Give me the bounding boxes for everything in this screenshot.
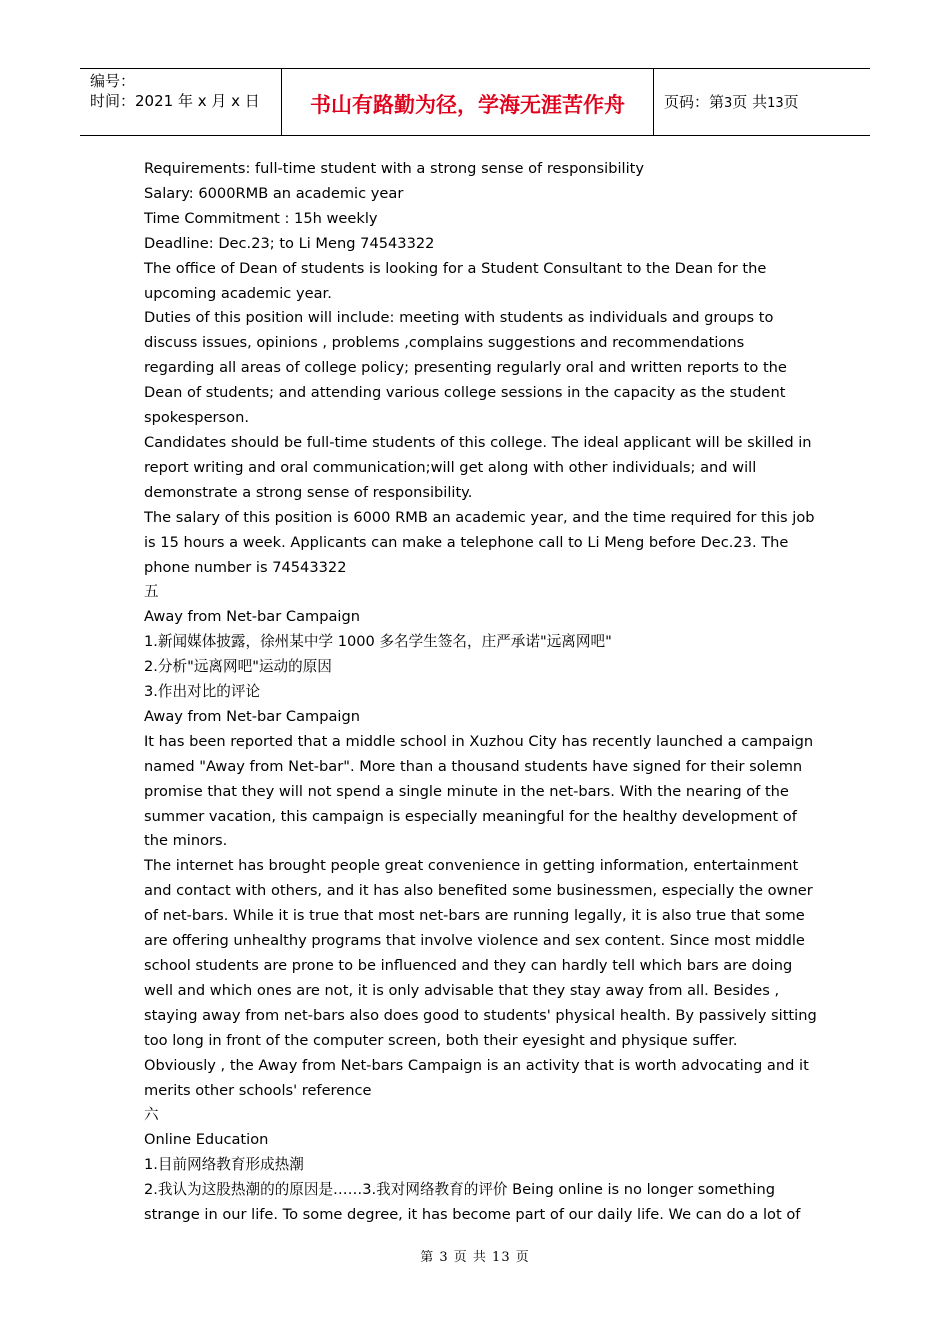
text-line: Requirements: full-time student with a strong sense of responsibility [144, 160, 644, 177]
text-line: upcoming academic year. [144, 284, 332, 302]
section-number: 六 [144, 1106, 159, 1124]
text-line: strange in our life. To some degree, it has become part of our daily life. We can do a lot of [144, 1206, 801, 1224]
text-line: merits other schools' reference [144, 1081, 372, 1099]
text-line: are offering unhealthy programs that involve violence and sex content. Since most middle [144, 932, 805, 950]
text-line: and contact with others, and it has also benefited some businessmen, especially the owner [144, 882, 813, 900]
text-line: regarding all areas of college policy; presenting regularly oral and written reports to the [144, 359, 787, 377]
text-line: summer vacation, this campaign is especially meaningful for the healthy development of [144, 807, 797, 825]
header-motto: 书山有路勤为径，学海无涯苦作舟 [281, 69, 654, 135]
text-line: school students are prone to be influenced and they can hardly tell which bars are doing [144, 957, 793, 974]
text-line: Obviously , the Away from Net-bars Campaign is an activity that is worth advocating and it [144, 1056, 809, 1074]
header-page-indicator [654, 69, 870, 135]
text-line: 2.分析"远离网吧"运动的原因 [144, 658, 332, 676]
page-footer: 第 3 页 共 13 页 [420, 1250, 530, 1265]
text-line: promise that they will not spend a single minute in the net-bars. With the nearing of the [144, 782, 789, 800]
page-prefix: 页码：第 [664, 93, 725, 111]
essay-title: Away from Net-bar Campaign [144, 707, 360, 725]
text-line: 1.目前网络教育形成热潮 [144, 1156, 304, 1174]
text-line: report writing and oral communication;will get along with other individuals; and will [144, 458, 757, 476]
page-current: 3 [724, 96, 733, 111]
text-line: well and which ones are not, it is only advisable that they stay away from all. Besides , [144, 981, 780, 999]
text-line: Salary: 6000RMB an academic year [144, 184, 404, 202]
text-line: The internet has brought people great convenience in getting information, entertainment [144, 857, 799, 875]
page-total: 13 [767, 96, 784, 111]
text-line: is 15 hours a week. Applicants can make a telephone call to Li Meng before Dec.23. The [144, 533, 789, 551]
text-line: too long in front of the computer screen, both their eyesight and physique suffer. [144, 1031, 738, 1049]
text-line: of net-bars. While it is true that most net-bars are running legally, it is also true that some [144, 907, 805, 925]
text-line: Candidates should be full-time students of this college. The ideal applicant will be skilled in [144, 433, 812, 451]
text-line: It has been reported that a middle school in Xuzhou City has recently launched a campaign [144, 732, 814, 750]
document-body [144, 157, 817, 1228]
header-info-cell [80, 69, 281, 135]
text-line: 3.作出对比的评论 [144, 683, 261, 701]
document-date: 时间：2021 年 x 月 x 日 [90, 92, 260, 110]
section-number: 五 [144, 583, 159, 601]
text-line: Dean of students; and attending various college sessions in the capacity as the student [144, 384, 786, 402]
page-suffix: 页 [783, 93, 799, 111]
text-line: staying away from net-bars also does good to students' physical health. By passively sitting [144, 1006, 817, 1024]
section-title: Online Education [144, 1131, 269, 1149]
text-line: the minors. [144, 832, 228, 850]
page-header [80, 68, 870, 136]
text-line: named "Away from Net-bar". More than a thousand students have signed for their solemn [144, 757, 803, 775]
document-number-label: 编号： [90, 72, 136, 90]
text-line: phone number is 74543322 [144, 558, 347, 576]
text-line: The office of Dean of students is looking for a Student Consultant to the Dean for the [144, 259, 767, 277]
text-line: discuss issues, opinions , problems ,complains suggestions and recommendations [144, 334, 745, 352]
text-line: spokesperson. [144, 409, 249, 427]
text-line: 2.我认为这股热潮的的原因是……3.我对网络教育的评价 Being online is no longer something [144, 1181, 775, 1199]
text-line: 1.新闻媒体披露，徐州某中学 1000 多名学生签名，庄严承诺"远离网吧" [144, 633, 612, 651]
text-line: Time Commitment : 15h weekly [144, 209, 378, 227]
text-line: The salary of this position is 6000 RMB an academic year, and the time required for this job [144, 508, 815, 526]
text-line: Duties of this position will include: meeting with students as individuals and groups to [144, 309, 774, 327]
text-line: demonstrate a strong sense of responsibility. [144, 483, 473, 501]
section-title: Away from Net-bar Campaign [144, 608, 360, 626]
page-mid: 页 共 [732, 93, 768, 111]
text-line: Deadline: Dec.23; to Li Meng 74543322 [144, 234, 435, 252]
